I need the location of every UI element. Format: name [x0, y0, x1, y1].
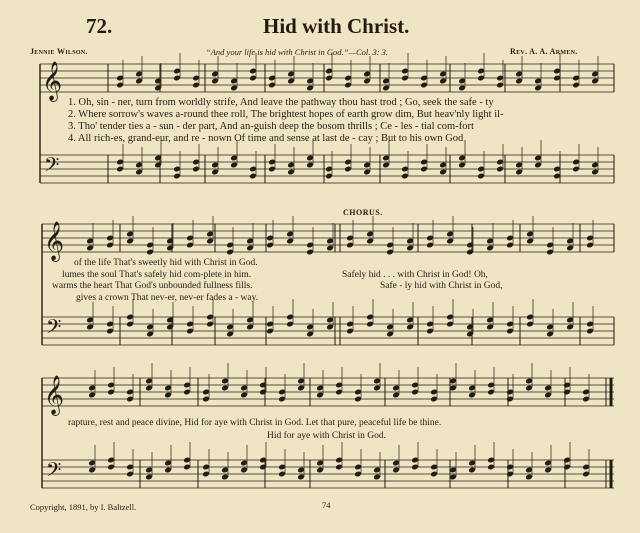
verse-line-2-cont: lumes the soul That's safely hid com-plete in him. [62, 270, 252, 280]
chorus-label: CHORUS. [343, 208, 383, 217]
chorus-line-b: Safe - ly hid with Christ in God, [380, 281, 503, 291]
verse-line-4-cont: gives a crown That nev-er, nev-er fades a - way. [76, 293, 259, 303]
hymn-title: Hid with Christ. [263, 14, 410, 38]
chorus-line-a: Safely hid . . . with Christ in God! Oh, [342, 270, 488, 280]
composer-credit: Rev. A. A. Armen. [510, 47, 578, 56]
verse-line-2: 2. Where sorrow's waves a-round thee roll, The brightest hopes of earth grow dim, But heav'nly light il- [68, 109, 504, 120]
treble-clef-1: 𝄞 [42, 61, 63, 101]
verse-line-1-cont: of the life That's sweetly hid with Christ in God. [74, 258, 258, 268]
treble-clef-3: 𝄞 [44, 375, 65, 415]
hymn-number: 72. [86, 14, 113, 38]
treble-clef-2: 𝄞 [44, 221, 65, 261]
verse-line-4: 4. All rich-es, grand-eur, and re - nown Of time and sense at last de - cay ; But to his own God [68, 133, 464, 144]
copyright: Copyright, 1891, by I. Baltzell. [30, 502, 137, 512]
verse-line-3-cont: warms the heart That God's unbounded fullness fills. [52, 281, 253, 291]
bass-clef-1: 𝄢 [44, 153, 60, 181]
lyricist-credit: Jennie Wilson. [30, 47, 88, 56]
bass-clef-3: 𝄢 [46, 458, 62, 486]
chorus-line-1: rapture, rest and peace divine, Hid for aye with Christ in God. Let that pure, peaceful life be thine. [68, 418, 442, 428]
chorus-line-2: Hid for aye with Christ in God. [267, 431, 387, 441]
verse-line-1: 1. Oh, sin - ner, turn from worldly strife, And leave the pathway thou hast trod ; Go, seek the safe - ty [68, 97, 494, 108]
bass-clef-2: 𝄢 [46, 315, 62, 343]
page-number: 74 [322, 500, 331, 510]
verse-line-3: 3. Tho' tender ties a - sun - der part, And an-guish deep the bosom thrills ; Ce - les - tial com-fort [68, 121, 474, 132]
scripture-epigraph: “And your life is hid with Christ in God.”—Col. 3: 3. [206, 47, 389, 57]
